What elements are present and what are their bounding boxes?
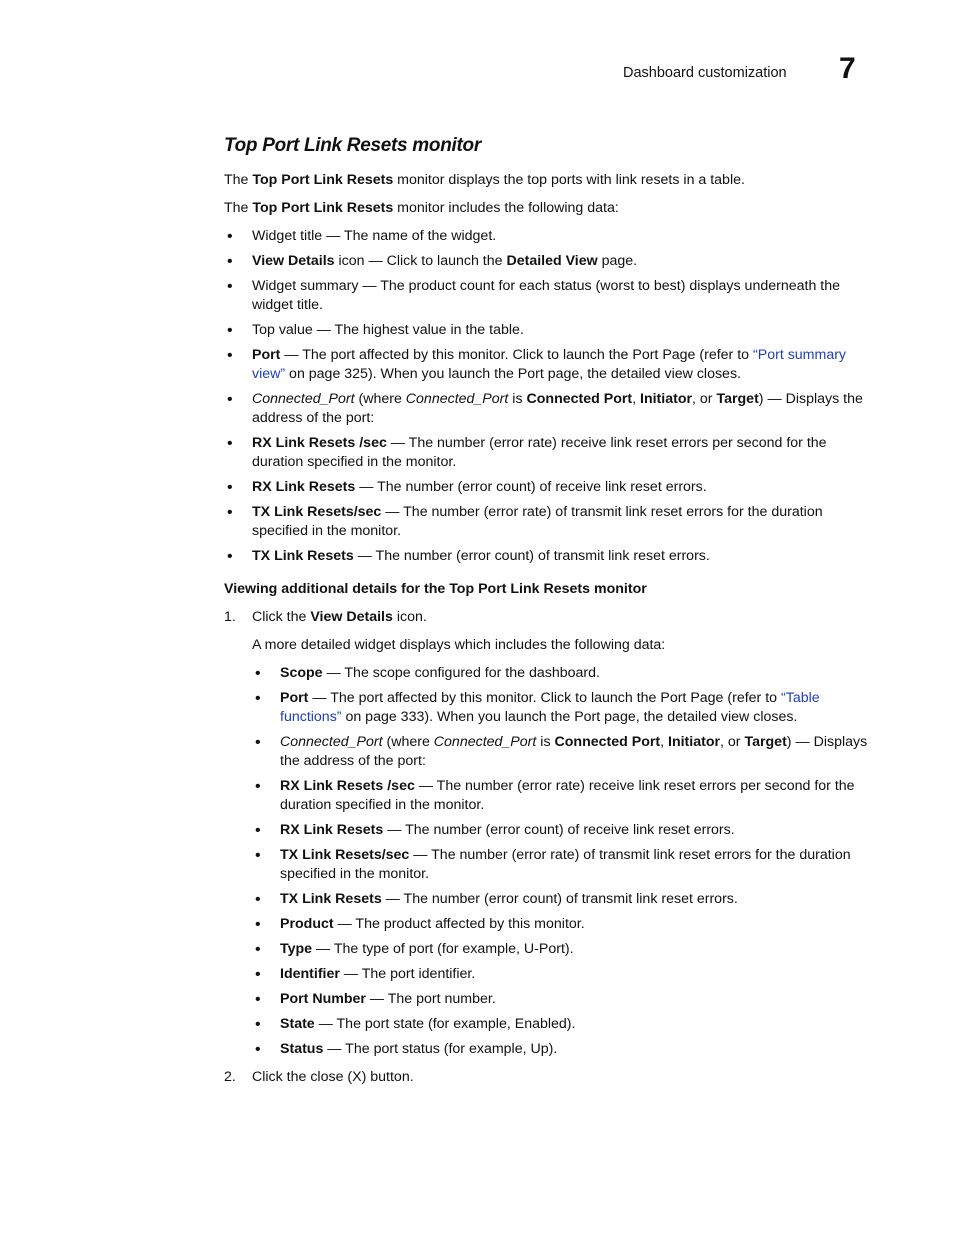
chapter-number: 7 — [839, 52, 856, 85]
list-item: • State — The port state (for example, Enabled). — [252, 1015, 874, 1034]
list-item: • Widget summary — The product count for each status (worst to best) displays underneath the widget title. — [224, 277, 874, 315]
list-item: • Product — The product affected by this monitor. — [252, 915, 874, 934]
list-item: • Top value — The highest value in the table. — [224, 321, 874, 340]
list-item: • Port Number — The port number. — [252, 990, 874, 1009]
list-item: • Scope — The scope configured for the dashboard. — [252, 664, 874, 683]
table-functions-link[interactable]: “Table functions” — [280, 690, 820, 725]
list-item: • View Details icon — Click to launch the Detailed View page. — [224, 252, 874, 271]
list-item: • TX Link Resets/sec — The number (error rate) of transmit link reset errors for the duration specified in the monitor. — [252, 846, 874, 884]
step-description: A more detailed widget displays which includes the following data: — [252, 637, 666, 653]
list-item: • Port — The port affected by this monitor. Click to launch the Port Page (refer to “Table functions” on page 333). When you launch the Port page, the detailed view closes. — [252, 689, 874, 727]
subheading: Viewing additional details for the Top Port Link Resets monitor — [224, 581, 647, 597]
step-text: Click the close (X) button. — [252, 1069, 414, 1085]
list-item: • RX Link Resets /sec — The number (error rate) receive link reset errors per second for the duration specified in the monitor. — [224, 434, 874, 472]
data-list — [224, 227, 874, 566]
detail-data-list — [252, 664, 874, 1059]
port-summary-view-link[interactable]: “Port summary view” — [252, 347, 847, 382]
list-item: • Type — The type of port (for example, U-Port). — [252, 940, 874, 959]
list-item: • Status — The port status (for example, Up). — [252, 1040, 874, 1059]
intro-paragraph-2: The Top Port Link Resets monitor includes the following data: — [224, 200, 619, 216]
list-item: • TX Link Resets — The number (error count) of transmit link reset errors. — [224, 547, 874, 566]
list-item: • RX Link Resets /sec — The number (error rate) receive link reset errors per second for the duration specified in the monitor. — [252, 777, 874, 815]
intro-paragraph-1: The Top Port Link Resets monitor displays the top ports with link resets in a table. — [224, 172, 745, 188]
step-number: 1. — [224, 609, 236, 625]
page-content — [224, 135, 874, 1096]
section-title: Top Port Link Resets monitor — [224, 135, 481, 156]
list-item: • Identifier — The port identifier. — [252, 965, 874, 984]
running-header: Dashboard customization — [623, 65, 787, 81]
list-item: • TX Link Resets — The number (error count) of transmit link reset errors. — [252, 890, 874, 909]
list-item: • Connected_Port (where Connected_Port is Connected Port, Initiator, or Target) — Displays the address of the port: — [224, 390, 874, 428]
list-item: • TX Link Resets/sec — The number (error rate) of transmit link reset errors for the duration specified in the monitor. — [224, 503, 874, 541]
step-text: Click the View Details icon. — [252, 609, 427, 625]
step-number: 2. — [224, 1069, 236, 1085]
list-item: • Connected_Port (where Connected_Port is Connected Port, Initiator, or Target) — Displays the address of the port: — [252, 733, 874, 771]
list-item: • Port — The port affected by this monitor. Click to launch the Port Page (refer to “Port summary view” on page 325). When you launch the Port page, the detailed view closes. — [224, 346, 874, 384]
list-item: • RX Link Resets — The number (error count) of receive link reset errors. — [224, 478, 874, 497]
list-item: • Widget title — The name of the widget. — [224, 227, 874, 246]
step-2 — [224, 1068, 874, 1087]
list-item: • RX Link Resets — The number (error count) of receive link reset errors. — [252, 821, 874, 840]
step-1 — [224, 608, 874, 1059]
